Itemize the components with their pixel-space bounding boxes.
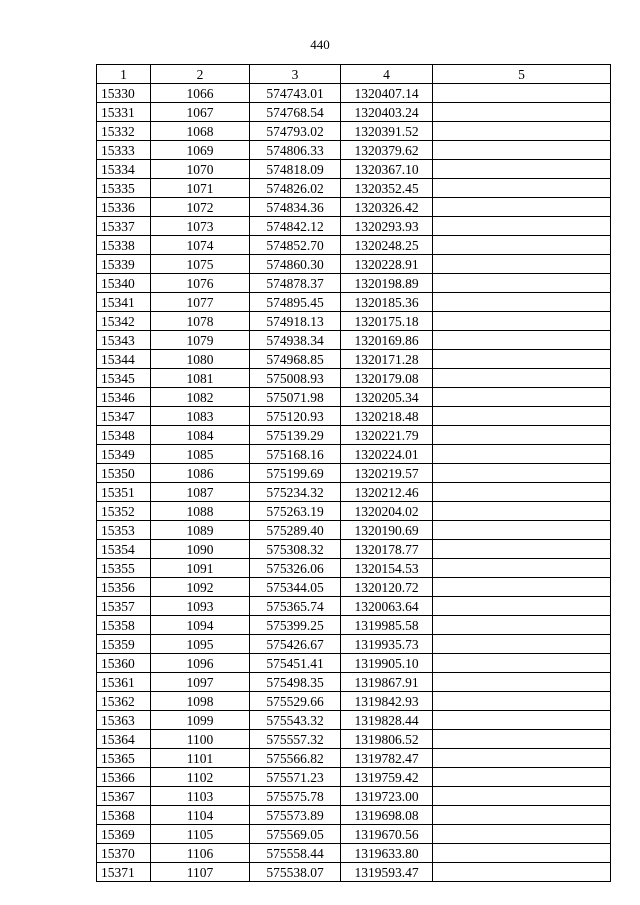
y-coordinate-cell: 1320185.36 bbox=[341, 293, 433, 312]
x-coordinate-cell: 574743.01 bbox=[250, 84, 341, 103]
row-number-cell: 15354 bbox=[97, 540, 151, 559]
row-number-cell: 15333 bbox=[97, 141, 151, 160]
note-cell bbox=[433, 844, 611, 863]
y-coordinate-cell: 1319828.44 bbox=[341, 711, 433, 730]
row-number-cell: 15371 bbox=[97, 863, 151, 882]
table-row bbox=[97, 768, 611, 787]
y-coordinate-cell: 1320063.64 bbox=[341, 597, 433, 616]
point-number-cell: 1080 bbox=[151, 350, 250, 369]
table-row bbox=[97, 616, 611, 635]
point-number-cell: 1107 bbox=[151, 863, 250, 882]
y-coordinate-cell: 1320154.53 bbox=[341, 559, 433, 578]
x-coordinate-cell: 574842.12 bbox=[250, 217, 341, 236]
point-number-cell: 1079 bbox=[151, 331, 250, 350]
x-coordinate-cell: 575569.05 bbox=[250, 825, 341, 844]
table-row bbox=[97, 673, 611, 692]
x-coordinate-cell: 574938.34 bbox=[250, 331, 341, 350]
x-coordinate-cell: 574968.85 bbox=[250, 350, 341, 369]
x-coordinate-cell: 575365.74 bbox=[250, 597, 341, 616]
y-coordinate-cell: 1320221.79 bbox=[341, 426, 433, 445]
row-number-cell: 15349 bbox=[97, 445, 151, 464]
table-row bbox=[97, 103, 611, 122]
note-cell bbox=[433, 274, 611, 293]
note-cell bbox=[433, 635, 611, 654]
x-coordinate-cell: 575326.06 bbox=[250, 559, 341, 578]
note-cell bbox=[433, 84, 611, 103]
row-number-cell: 15361 bbox=[97, 673, 151, 692]
y-coordinate-cell: 1320179.08 bbox=[341, 369, 433, 388]
note-cell bbox=[433, 540, 611, 559]
note-cell bbox=[433, 787, 611, 806]
x-coordinate-cell: 575566.82 bbox=[250, 749, 341, 768]
y-coordinate-cell: 1319723.00 bbox=[341, 787, 433, 806]
row-number-cell: 15368 bbox=[97, 806, 151, 825]
note-cell bbox=[433, 673, 611, 692]
x-coordinate-cell: 575344.05 bbox=[250, 578, 341, 597]
y-coordinate-cell: 1320407.14 bbox=[341, 84, 433, 103]
coordinates-table bbox=[96, 64, 611, 882]
note-cell bbox=[433, 578, 611, 597]
y-coordinate-cell: 1320403.24 bbox=[341, 103, 433, 122]
x-coordinate-cell: 574860.30 bbox=[250, 255, 341, 274]
x-coordinate-cell: 574918.13 bbox=[250, 312, 341, 331]
note-cell bbox=[433, 407, 611, 426]
note-cell bbox=[433, 483, 611, 502]
note-cell bbox=[433, 806, 611, 825]
point-number-cell: 1088 bbox=[151, 502, 250, 521]
note-cell bbox=[433, 236, 611, 255]
row-number-cell: 15343 bbox=[97, 331, 151, 350]
point-number-cell: 1073 bbox=[151, 217, 250, 236]
point-number-cell: 1104 bbox=[151, 806, 250, 825]
table-row bbox=[97, 749, 611, 768]
table-row bbox=[97, 179, 611, 198]
row-number-cell: 15337 bbox=[97, 217, 151, 236]
column-header: 4 bbox=[341, 65, 433, 84]
x-coordinate-cell: 575529.66 bbox=[250, 692, 341, 711]
row-number-cell: 15342 bbox=[97, 312, 151, 331]
table-row bbox=[97, 388, 611, 407]
table-row bbox=[97, 559, 611, 578]
row-number-cell: 15359 bbox=[97, 635, 151, 654]
row-number-cell: 15358 bbox=[97, 616, 151, 635]
y-coordinate-cell: 1320212.46 bbox=[341, 483, 433, 502]
table-row bbox=[97, 654, 611, 673]
x-coordinate-cell: 575558.44 bbox=[250, 844, 341, 863]
y-coordinate-cell: 1320178.77 bbox=[341, 540, 433, 559]
point-number-cell: 1092 bbox=[151, 578, 250, 597]
row-number-cell: 15367 bbox=[97, 787, 151, 806]
row-number-cell: 15366 bbox=[97, 768, 151, 787]
table-row bbox=[97, 198, 611, 217]
table-row bbox=[97, 597, 611, 616]
y-coordinate-cell: 1319867.91 bbox=[341, 673, 433, 692]
note-cell bbox=[433, 464, 611, 483]
x-coordinate-cell: 574826.02 bbox=[250, 179, 341, 198]
point-number-cell: 1078 bbox=[151, 312, 250, 331]
note-cell bbox=[433, 863, 611, 882]
row-number-cell: 15369 bbox=[97, 825, 151, 844]
note-cell bbox=[433, 559, 611, 578]
note-cell bbox=[433, 521, 611, 540]
point-number-cell: 1103 bbox=[151, 787, 250, 806]
table-row bbox=[97, 160, 611, 179]
y-coordinate-cell: 1319842.93 bbox=[341, 692, 433, 711]
row-number-cell: 15345 bbox=[97, 369, 151, 388]
table-row bbox=[97, 578, 611, 597]
column-header: 3 bbox=[250, 65, 341, 84]
x-coordinate-cell: 574834.36 bbox=[250, 198, 341, 217]
x-coordinate-cell: 575498.35 bbox=[250, 673, 341, 692]
row-number-cell: 15365 bbox=[97, 749, 151, 768]
table-row bbox=[97, 141, 611, 160]
note-cell bbox=[433, 730, 611, 749]
table-row bbox=[97, 806, 611, 825]
x-coordinate-cell: 575399.25 bbox=[250, 616, 341, 635]
x-coordinate-cell: 575139.29 bbox=[250, 426, 341, 445]
row-number-cell: 15356 bbox=[97, 578, 151, 597]
point-number-cell: 1097 bbox=[151, 673, 250, 692]
note-cell bbox=[433, 654, 611, 673]
table-row bbox=[97, 692, 611, 711]
y-coordinate-cell: 1319935.73 bbox=[341, 635, 433, 654]
table-row bbox=[97, 293, 611, 312]
x-coordinate-cell: 575451.41 bbox=[250, 654, 341, 673]
x-coordinate-cell: 575263.19 bbox=[250, 502, 341, 521]
x-coordinate-cell: 574806.33 bbox=[250, 141, 341, 160]
point-number-cell: 1068 bbox=[151, 122, 250, 141]
y-coordinate-cell: 1319670.56 bbox=[341, 825, 433, 844]
row-number-cell: 15330 bbox=[97, 84, 151, 103]
row-number-cell: 15352 bbox=[97, 502, 151, 521]
point-number-cell: 1094 bbox=[151, 616, 250, 635]
table-row bbox=[97, 236, 611, 255]
point-number-cell: 1087 bbox=[151, 483, 250, 502]
row-number-cell: 15335 bbox=[97, 179, 151, 198]
point-number-cell: 1069 bbox=[151, 141, 250, 160]
note-cell bbox=[433, 331, 611, 350]
y-coordinate-cell: 1320367.10 bbox=[341, 160, 433, 179]
row-number-cell: 15348 bbox=[97, 426, 151, 445]
note-cell bbox=[433, 312, 611, 331]
x-coordinate-cell: 574878.37 bbox=[250, 274, 341, 293]
point-number-cell: 1084 bbox=[151, 426, 250, 445]
row-number-cell: 15338 bbox=[97, 236, 151, 255]
y-coordinate-cell: 1320120.72 bbox=[341, 578, 433, 597]
x-coordinate-cell: 574818.09 bbox=[250, 160, 341, 179]
column-header: 1 bbox=[97, 65, 151, 84]
row-number-cell: 15347 bbox=[97, 407, 151, 426]
note-cell bbox=[433, 768, 611, 787]
x-coordinate-cell: 575071.98 bbox=[250, 388, 341, 407]
note-cell bbox=[433, 502, 611, 521]
note-cell bbox=[433, 179, 611, 198]
x-coordinate-cell: 575538.07 bbox=[250, 863, 341, 882]
row-number-cell: 15339 bbox=[97, 255, 151, 274]
note-cell bbox=[433, 369, 611, 388]
note-cell bbox=[433, 293, 611, 312]
point-number-cell: 1072 bbox=[151, 198, 250, 217]
row-number-cell: 15336 bbox=[97, 198, 151, 217]
table-row bbox=[97, 502, 611, 521]
note-cell bbox=[433, 597, 611, 616]
table-row bbox=[97, 863, 611, 882]
point-number-cell: 1100 bbox=[151, 730, 250, 749]
x-coordinate-cell: 575573.89 bbox=[250, 806, 341, 825]
row-number-cell: 15344 bbox=[97, 350, 151, 369]
table-row bbox=[97, 445, 611, 464]
note-cell bbox=[433, 388, 611, 407]
point-number-cell: 1081 bbox=[151, 369, 250, 388]
point-number-cell: 1106 bbox=[151, 844, 250, 863]
y-coordinate-cell: 1320352.45 bbox=[341, 179, 433, 198]
y-coordinate-cell: 1320175.18 bbox=[341, 312, 433, 331]
row-number-cell: 15362 bbox=[97, 692, 151, 711]
y-coordinate-cell: 1320171.28 bbox=[341, 350, 433, 369]
note-cell bbox=[433, 445, 611, 464]
note-cell bbox=[433, 103, 611, 122]
table-row bbox=[97, 426, 611, 445]
row-number-cell: 15334 bbox=[97, 160, 151, 179]
point-number-cell: 1076 bbox=[151, 274, 250, 293]
note-cell bbox=[433, 749, 611, 768]
note-cell bbox=[433, 426, 611, 445]
point-number-cell: 1067 bbox=[151, 103, 250, 122]
row-number-cell: 15355 bbox=[97, 559, 151, 578]
point-number-cell: 1071 bbox=[151, 179, 250, 198]
note-cell bbox=[433, 692, 611, 711]
table-row bbox=[97, 369, 611, 388]
row-number-cell: 15351 bbox=[97, 483, 151, 502]
table-row bbox=[97, 825, 611, 844]
point-number-cell: 1105 bbox=[151, 825, 250, 844]
y-coordinate-cell: 1319806.52 bbox=[341, 730, 433, 749]
x-coordinate-cell: 574895.45 bbox=[250, 293, 341, 312]
table-row bbox=[97, 350, 611, 369]
x-coordinate-cell: 575543.32 bbox=[250, 711, 341, 730]
table-body bbox=[97, 84, 611, 882]
point-number-cell: 1090 bbox=[151, 540, 250, 559]
y-coordinate-cell: 1319985.58 bbox=[341, 616, 433, 635]
row-number-cell: 15357 bbox=[97, 597, 151, 616]
y-coordinate-cell: 1320391.52 bbox=[341, 122, 433, 141]
y-coordinate-cell: 1319698.08 bbox=[341, 806, 433, 825]
column-header: 5 bbox=[433, 65, 611, 84]
table-row bbox=[97, 274, 611, 293]
header-row bbox=[97, 65, 611, 84]
point-number-cell: 1086 bbox=[151, 464, 250, 483]
row-number-cell: 15353 bbox=[97, 521, 151, 540]
table-row bbox=[97, 255, 611, 274]
x-coordinate-cell: 575571.23 bbox=[250, 768, 341, 787]
x-coordinate-cell: 574852.70 bbox=[250, 236, 341, 255]
y-coordinate-cell: 1320169.86 bbox=[341, 331, 433, 350]
point-number-cell: 1083 bbox=[151, 407, 250, 426]
table-row bbox=[97, 787, 611, 806]
row-number-cell: 15360 bbox=[97, 654, 151, 673]
table-row bbox=[97, 730, 611, 749]
note-cell bbox=[433, 122, 611, 141]
point-number-cell: 1099 bbox=[151, 711, 250, 730]
y-coordinate-cell: 1320326.42 bbox=[341, 198, 433, 217]
x-coordinate-cell: 575557.32 bbox=[250, 730, 341, 749]
table-row bbox=[97, 635, 611, 654]
point-number-cell: 1098 bbox=[151, 692, 250, 711]
row-number-cell: 15340 bbox=[97, 274, 151, 293]
x-coordinate-cell: 575120.93 bbox=[250, 407, 341, 426]
x-coordinate-cell: 575199.69 bbox=[250, 464, 341, 483]
table-row bbox=[97, 540, 611, 559]
point-number-cell: 1089 bbox=[151, 521, 250, 540]
y-coordinate-cell: 1320228.91 bbox=[341, 255, 433, 274]
table-header bbox=[97, 65, 611, 84]
note-cell bbox=[433, 825, 611, 844]
row-number-cell: 15370 bbox=[97, 844, 151, 863]
x-coordinate-cell: 575289.40 bbox=[250, 521, 341, 540]
point-number-cell: 1070 bbox=[151, 160, 250, 179]
table-row bbox=[97, 407, 611, 426]
row-number-cell: 15346 bbox=[97, 388, 151, 407]
row-number-cell: 15350 bbox=[97, 464, 151, 483]
point-number-cell: 1082 bbox=[151, 388, 250, 407]
note-cell bbox=[433, 141, 611, 160]
x-coordinate-cell: 575426.67 bbox=[250, 635, 341, 654]
y-coordinate-cell: 1320293.93 bbox=[341, 217, 433, 236]
table-row bbox=[97, 122, 611, 141]
note-cell bbox=[433, 616, 611, 635]
table-row bbox=[97, 483, 611, 502]
y-coordinate-cell: 1320219.57 bbox=[341, 464, 433, 483]
point-number-cell: 1074 bbox=[151, 236, 250, 255]
y-coordinate-cell: 1319782.47 bbox=[341, 749, 433, 768]
table-row bbox=[97, 844, 611, 863]
x-coordinate-cell: 575168.16 bbox=[250, 445, 341, 464]
y-coordinate-cell: 1319593.47 bbox=[341, 863, 433, 882]
table-row bbox=[97, 217, 611, 236]
point-number-cell: 1075 bbox=[151, 255, 250, 274]
point-number-cell: 1093 bbox=[151, 597, 250, 616]
x-coordinate-cell: 575234.32 bbox=[250, 483, 341, 502]
row-number-cell: 15341 bbox=[97, 293, 151, 312]
y-coordinate-cell: 1320198.89 bbox=[341, 274, 433, 293]
point-number-cell: 1096 bbox=[151, 654, 250, 673]
note-cell bbox=[433, 350, 611, 369]
y-coordinate-cell: 1319633.80 bbox=[341, 844, 433, 863]
table-row bbox=[97, 84, 611, 103]
point-number-cell: 1066 bbox=[151, 84, 250, 103]
point-number-cell: 1101 bbox=[151, 749, 250, 768]
table-row bbox=[97, 331, 611, 350]
point-number-cell: 1102 bbox=[151, 768, 250, 787]
y-coordinate-cell: 1320204.02 bbox=[341, 502, 433, 521]
note-cell bbox=[433, 711, 611, 730]
x-coordinate-cell: 575308.32 bbox=[250, 540, 341, 559]
y-coordinate-cell: 1320224.01 bbox=[341, 445, 433, 464]
table-row bbox=[97, 464, 611, 483]
x-coordinate-cell: 575575.78 bbox=[250, 787, 341, 806]
x-coordinate-cell: 574793.02 bbox=[250, 122, 341, 141]
point-number-cell: 1077 bbox=[151, 293, 250, 312]
y-coordinate-cell: 1319905.10 bbox=[341, 654, 433, 673]
row-number-cell: 15363 bbox=[97, 711, 151, 730]
table-row bbox=[97, 711, 611, 730]
note-cell bbox=[433, 198, 611, 217]
y-coordinate-cell: 1320190.69 bbox=[341, 521, 433, 540]
point-number-cell: 1085 bbox=[151, 445, 250, 464]
row-number-cell: 15364 bbox=[97, 730, 151, 749]
row-number-cell: 15332 bbox=[97, 122, 151, 141]
x-coordinate-cell: 575008.93 bbox=[250, 369, 341, 388]
y-coordinate-cell: 1319759.42 bbox=[341, 768, 433, 787]
y-coordinate-cell: 1320218.48 bbox=[341, 407, 433, 426]
table-row bbox=[97, 521, 611, 540]
note-cell bbox=[433, 160, 611, 179]
x-coordinate-cell: 574768.54 bbox=[250, 103, 341, 122]
page-number: 440 bbox=[310, 37, 330, 52]
point-number-cell: 1095 bbox=[151, 635, 250, 654]
y-coordinate-cell: 1320379.62 bbox=[341, 141, 433, 160]
column-header: 2 bbox=[151, 65, 250, 84]
note-cell bbox=[433, 217, 611, 236]
y-coordinate-cell: 1320205.34 bbox=[341, 388, 433, 407]
note-cell bbox=[433, 255, 611, 274]
y-coordinate-cell: 1320248.25 bbox=[341, 236, 433, 255]
point-number-cell: 1091 bbox=[151, 559, 250, 578]
row-number-cell: 15331 bbox=[97, 103, 151, 122]
table-row bbox=[97, 312, 611, 331]
